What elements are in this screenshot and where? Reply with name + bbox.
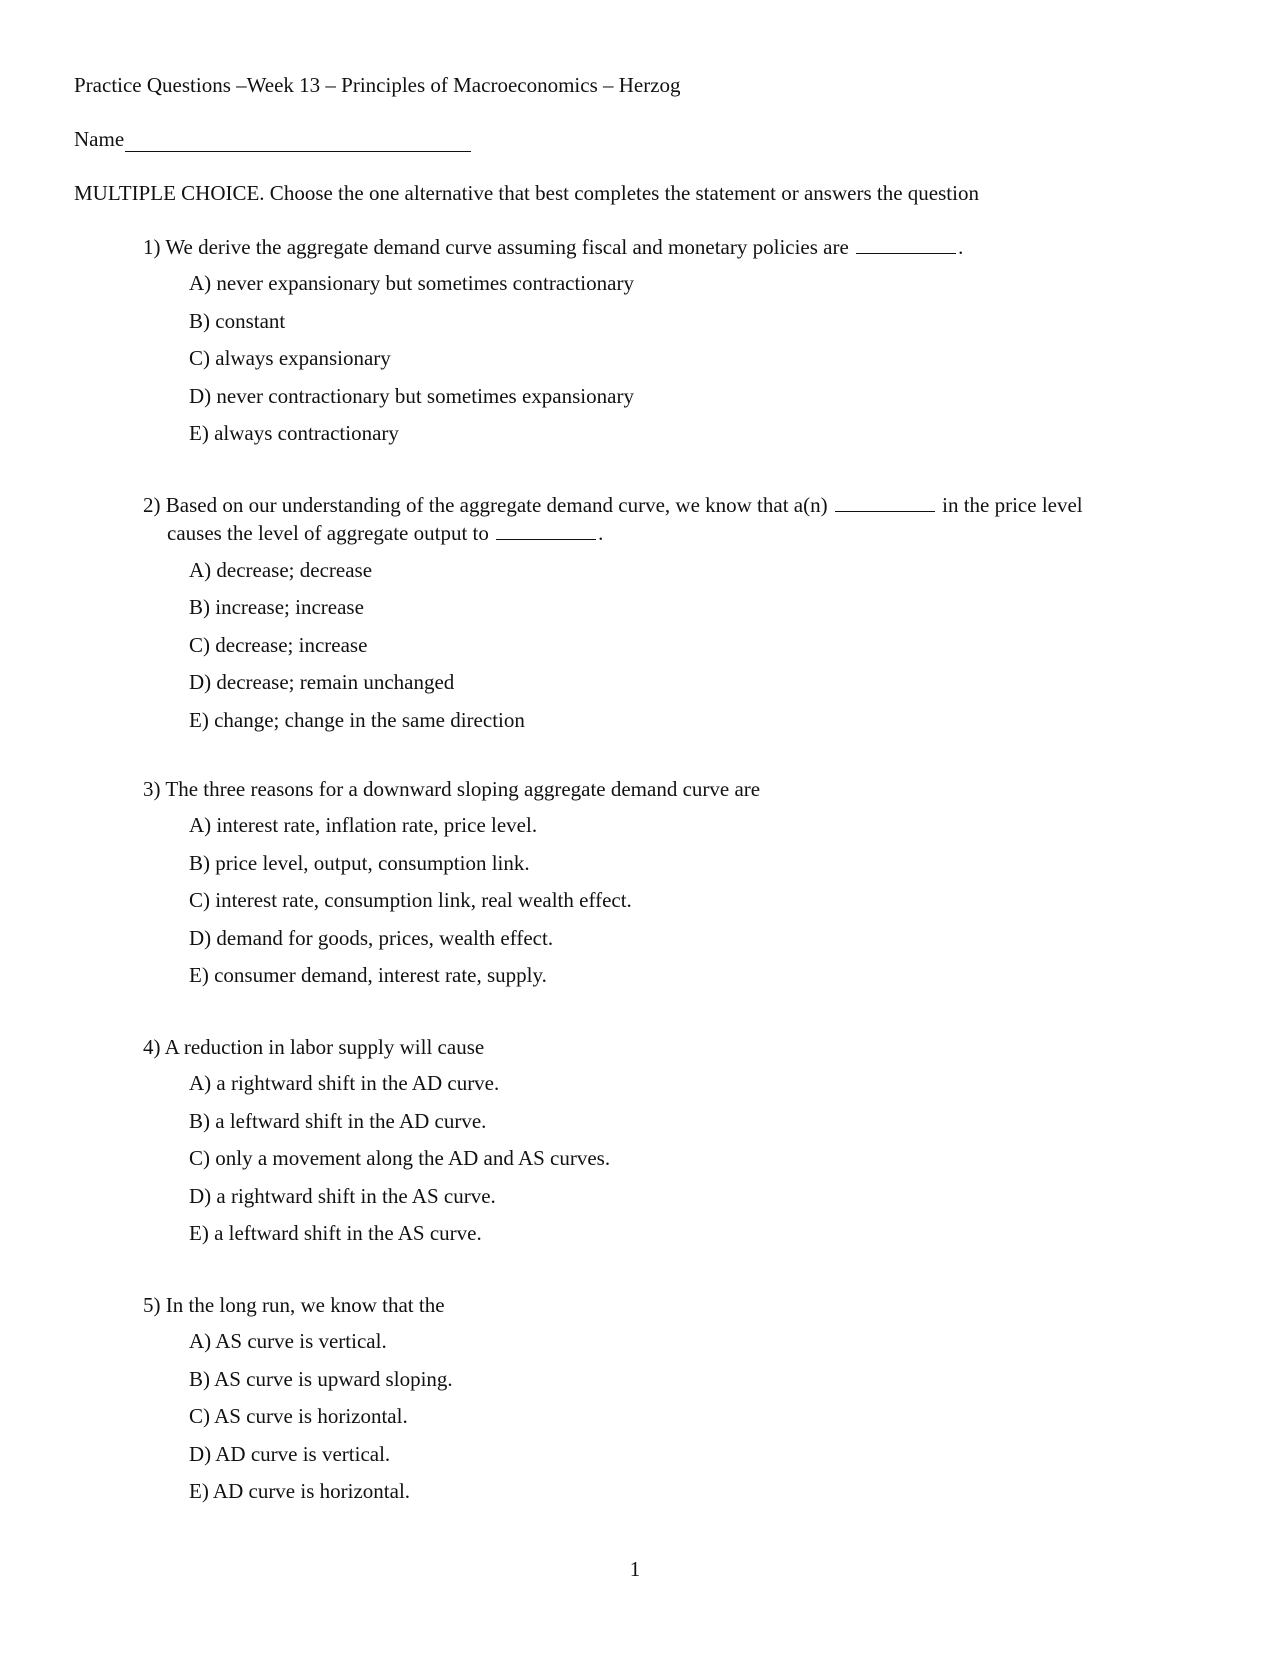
question-stem: 2) Based on our understanding of the aggregate demand curve, we know that a(n) in the price level — [143, 493, 1083, 517]
option-d: D) demand for goods, prices, wealth effect. — [189, 925, 554, 950]
option-b: B) AS curve is upward sloping. — [189, 1366, 453, 1391]
option-list — [143, 270, 1143, 458]
option-b: B) constant — [189, 308, 286, 333]
option-e: E) consumer demand, interest rate, supply. — [189, 963, 547, 988]
option-d: D) decrease; remain unchanged — [189, 670, 455, 694]
option-e: E) change; change in the same direction — [189, 707, 525, 732]
option-c: C) interest rate, consumption link, real wealth effect. — [189, 888, 632, 913]
question-stem: 3) The three reasons for a downward sloping aggregate demand curve are — [143, 777, 761, 801]
option-c: C) only a movement along the AD and AS curves. — [189, 1146, 611, 1171]
option-c: C) decrease; increase — [189, 632, 368, 657]
option-list — [143, 812, 1143, 1000]
option-e: E) AD curve is horizontal. — [189, 1479, 411, 1504]
option-a: A) AS curve is vertical. — [189, 1329, 387, 1354]
option-c: C) always expansionary — [189, 346, 391, 371]
option-b: B) increase; increase — [189, 595, 364, 619]
option-list — [143, 1070, 1143, 1258]
question-stem-continued: causes the level of aggregate output to . — [167, 521, 604, 546]
document-title: Practice Questions –Week 13 – Principles of Macroeconomics – Herzog — [74, 73, 681, 97]
option-b: B) a leftward shift in the AD curve. — [189, 1108, 487, 1133]
option-d: D) never contractionary but sometimes expansionary — [189, 383, 634, 408]
option-e: E) a leftward shift in the AS curve. — [189, 1221, 482, 1246]
question-2 — [143, 492, 1143, 744]
option-a: A) never expansionary but sometimes contractionary — [189, 271, 634, 296]
answer-blank — [856, 235, 956, 254]
question-4 — [143, 1034, 1143, 1258]
question-3 — [143, 776, 1143, 1000]
question-5 — [143, 1292, 1143, 1516]
instructions: MULTIPLE CHOICE. Choose the one alternative that best completes the statement or answers the question — [74, 181, 979, 205]
option-e: E) always contractionary — [189, 421, 399, 446]
option-c: C) AS curve is horizontal. — [189, 1404, 408, 1429]
option-d: D) AD curve is vertical. — [189, 1441, 391, 1466]
option-d: D) a rightward shift in the AS curve. — [189, 1183, 496, 1208]
option-a: A) decrease; decrease — [189, 557, 373, 582]
option-list — [143, 1328, 1143, 1516]
option-a: A) a rightward shift in the AD curve. — [189, 1071, 500, 1096]
question-stem: 5) In the long run, we know that the — [143, 1293, 445, 1317]
question-1 — [143, 234, 1143, 458]
answer-blank — [835, 493, 935, 512]
name-field — [74, 126, 471, 152]
question-stem: 4) A reduction in labor supply will cause — [143, 1035, 485, 1059]
name-blank — [125, 129, 471, 152]
option-list — [143, 557, 1143, 745]
option-a: A) interest rate, inflation rate, price level. — [189, 813, 538, 838]
page-number: 1 — [629, 1557, 641, 1581]
question-stem: 1) We derive the aggregate demand curve assuming fiscal and monetary policies are . — [143, 235, 964, 259]
option-b: B) price level, output, consumption link. — [189, 850, 530, 875]
answer-blank — [496, 521, 596, 540]
name-label: Name — [74, 127, 125, 151]
